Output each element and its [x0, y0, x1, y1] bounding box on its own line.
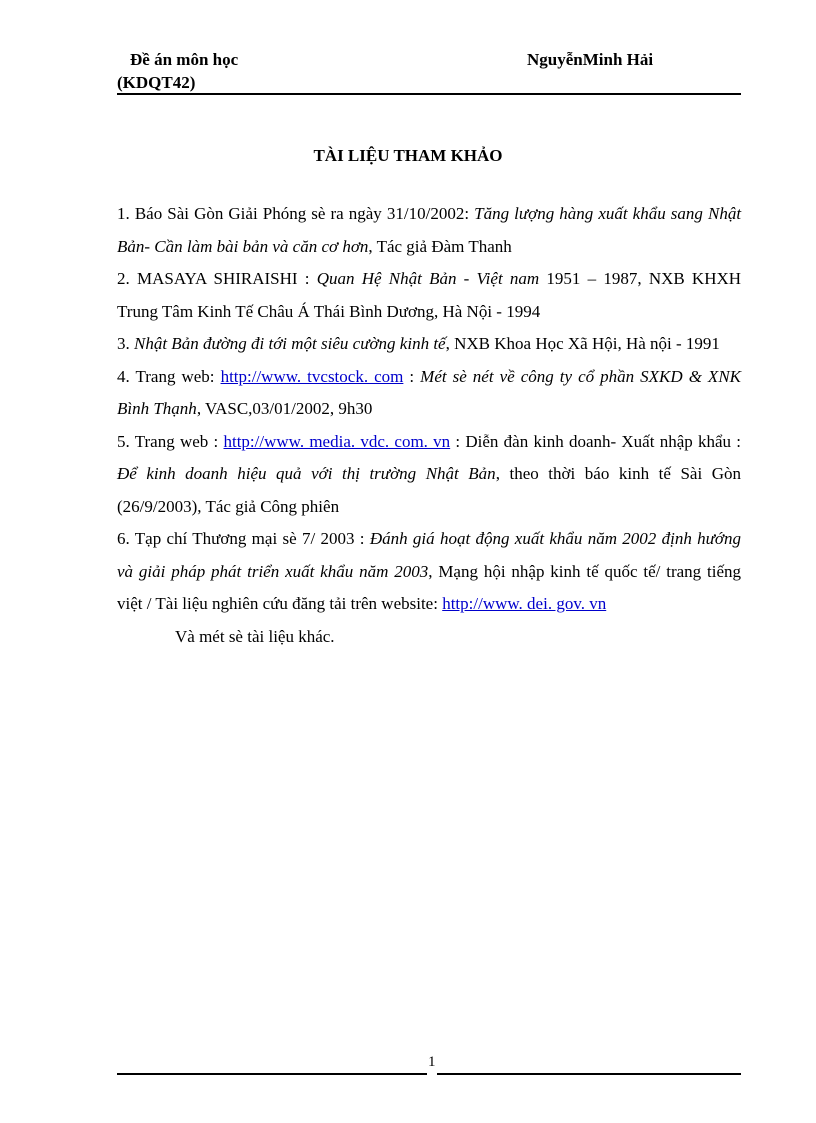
- reference-6: 6. Tạp chí Thương mại sè 7/ 2003 : Đánh giá hoạt động xuất khẩu năm 2002 định hướng và giải pháp phát triển xuất khẩu năm 2003, Mạng hội nhập kinh tế quốc tế/ trang tiếng việt / Tài liệu nghiên cứu đăng tải trên website: http://www. dei. gov. vn: [117, 529, 741, 613]
- date: 31/10/2002: [386, 204, 465, 223]
- date: 26/9/2003: [122, 496, 192, 516]
- header-left: Đề án môn học: [130, 50, 239, 69]
- reference-link[interactable]: http://www. dei. gov. vn: [442, 594, 607, 613]
- header-rule: [117, 93, 741, 95]
- footer-rule-right: [437, 1073, 741, 1075]
- page-title: TÀI LIỆU THAM KHẢO: [313, 146, 503, 165]
- page-number: 1: [428, 1054, 436, 1070]
- reference-title: Quan Hệ Nhật Bản - Việt nam: [316, 269, 540, 288]
- reference-4: 4. Trang web: http://www. tvcstock. com : Mét sè nét về công ty cổ phần SXKD & XNK Bình Thạnh, VASC,03/01/2002, 9h30: [117, 366, 741, 418]
- reference-list: [117, 198, 741, 653]
- reference-title: Để kinh doanh hiệu quả với thị trường Nhật Bản: [117, 464, 496, 483]
- reference-title: Nhật Bản đường đi tới một siêu cường kinh tế: [134, 334, 446, 353]
- reference-title: Mét sè nét về công ty cổ phần SXKD & XNK Bình Thạnh: [117, 366, 741, 418]
- reference-link[interactable]: http://www. media. vdc. com. vn: [223, 431, 451, 451]
- reference-1: 1. Báo Sài Gòn Giải Phóng sè ra ngày 31/10/2002: Tăng lượng hàng xuất khẩu sang Nhật Bản- Cần làm bài bản và căn cơ hơn, Tác giả Đàm Thanh: [117, 204, 742, 256]
- footer-rule-left: [117, 1073, 427, 1075]
- reference-title: Đánh giá hoạt động xuất khẩu năm 2002 định hướng và giải pháp phát triển xuất khẩu năm 2003: [117, 529, 741, 581]
- reference-title: Tăng lượng hàng xuất khẩu sang Nhật Bản- Cần làm bài bản và căn cơ hơn: [117, 204, 742, 256]
- reference-link[interactable]: http://www. tvcstock. com: [220, 366, 404, 386]
- header-left-sub: (KDQT42): [117, 73, 196, 92]
- reference-5: 5. Trang web : http://www. media. vdc. com. vn : Diễn đàn kinh doanh- Xuất nhập khẩu : Để kinh doanh hiệu quả với thị trường Nhật Bản, theo thời báo kinh tế Sài Gòn (26/9/2003), Tác giả Công phiên: [117, 431, 741, 516]
- header-right: NguyễnMinh Hải: [527, 50, 654, 69]
- reference-2: 2. MASAYA SHIRAISHI : Quan Hệ Nhật Bản - Việt nam 1951 – 1987, NXB KHXH Trung Tâm Kinh Tế Châu Á Thái Bình Dương, Hà Nội - 1994: [117, 269, 742, 321]
- date: 03/01/2002: [252, 399, 330, 418]
- closing-line: Và mét sè tài liệu khác.: [175, 626, 335, 646]
- reference-3: 3. Nhật Bản đường đi tới một siêu cường kinh tế, NXB Khoa Học Xã Hội, Hà nội - 1991: [117, 334, 720, 353]
